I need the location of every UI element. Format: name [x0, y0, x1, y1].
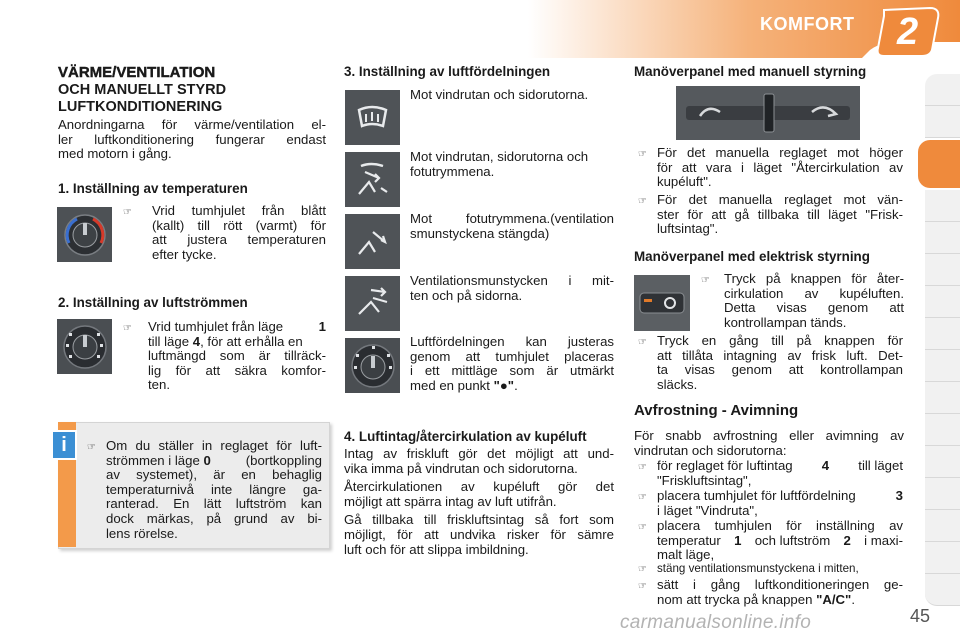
info-icon: i	[51, 430, 77, 460]
page-number: 45	[910, 606, 931, 626]
temperature-text	[152, 204, 326, 262]
text-span: 2	[843, 532, 851, 548]
recirculation-heading: 4. Luftintag/återcirkulation av kupéluft	[344, 429, 587, 444]
temperature-heading: 1. Inställning av temperaturen	[58, 181, 248, 196]
text-span: Vrid tumhjulet från läge	[148, 319, 284, 334]
text-line	[148, 335, 326, 350]
text-line: Tryck en gång till på knappen för	[657, 333, 903, 348]
text-span: 4	[821, 458, 830, 473]
distribution-item-text	[410, 212, 614, 241]
text-line: släcks.	[657, 376, 698, 392]
text-line: Om du ställer in reglaget för luft-	[106, 438, 322, 453]
watermark: carmanualsonline.info	[620, 612, 812, 633]
text-span: "●"	[493, 377, 515, 393]
distribution-item-text	[410, 150, 588, 179]
text-span: strömmen i läge	[106, 452, 200, 468]
text-line: För det manuella reglaget mot höger	[657, 145, 903, 160]
windshield-feet-icon	[345, 152, 400, 207]
text-line	[657, 593, 903, 608]
text-line: temperaturnivå inte längre ga-	[106, 481, 322, 497]
bullet-icon: ☞	[638, 196, 647, 207]
text-line: i ett mittläge som är utmärkt	[410, 363, 614, 379]
text-span: till läget	[858, 458, 903, 473]
feet-icon	[345, 214, 400, 269]
text-span: 0	[203, 452, 211, 468]
chapter-tab[interactable]	[925, 190, 960, 222]
text-span: 1	[318, 319, 326, 334]
text-line: lig för att säkra komfor-	[148, 362, 326, 378]
text-line: Mot vindrutan, sidorutorna och	[410, 149, 589, 164]
text-span: 1	[734, 532, 742, 548]
defrost-heading: Avfrostning - Avimning	[634, 402, 799, 419]
text-line: "Friskluftsintag",	[657, 472, 752, 488]
text-line: att tillåta intagning av frisk luft. Det-	[657, 347, 903, 363]
text-span: 4	[192, 333, 201, 349]
chapter-tab[interactable]	[925, 542, 960, 574]
chapter-tab[interactable]	[925, 254, 960, 286]
text-line: vika imma på vindrutan och sidorutorna.	[344, 460, 578, 476]
defrost-step-1	[657, 459, 903, 488]
chapter-tab[interactable]	[925, 286, 960, 318]
electric-panel-heading: Manöverpanel med elektrisk styrning	[634, 249, 870, 264]
section-title-line3: LUFTKONDITIONERING	[58, 99, 223, 115]
text-line	[657, 534, 903, 549]
text-line	[106, 454, 322, 469]
text-span: och luftström	[754, 532, 831, 548]
text-span: i maxi-	[864, 532, 903, 548]
text-line: placera tumhjulen för inställning av	[657, 518, 903, 533]
text-line: luft och för att slippa imbildning.	[344, 541, 529, 557]
text-line: kupéluft".	[657, 174, 712, 190]
text-span: temperatur	[657, 532, 721, 548]
text-line	[657, 489, 903, 504]
text-line: smunstyckena stängda)	[410, 225, 550, 241]
text-line: För det manuella reglaget mot vän-	[657, 192, 903, 207]
text-span: (bortkoppling	[245, 452, 322, 468]
distribution-knob-text	[410, 335, 614, 393]
chapter-tab[interactable]	[925, 478, 960, 510]
chapter-number: 2	[897, 11, 919, 53]
bullet-icon: ☞	[638, 337, 647, 348]
text-span: .	[514, 377, 518, 393]
distribution-knob-photo	[345, 338, 400, 393]
defrost-step-2	[657, 489, 903, 518]
intro-line: Anordningarna för värme/ventilation el-	[58, 117, 326, 132]
electric-bullet-1	[724, 272, 904, 330]
text-line	[148, 320, 326, 335]
text-line: möjligt att spärra intag av luft utifrån.	[344, 493, 557, 509]
text-line: lens rörelse.	[106, 525, 178, 541]
temperature-knob-photo	[57, 207, 112, 262]
distribution-heading: 3. Inställning av luftfördelningen	[344, 64, 551, 79]
intro-paragraph	[58, 118, 326, 162]
recirculation-button-photo	[634, 275, 690, 331]
text-span: placera tumhjulet för luftfördelning	[657, 488, 856, 503]
text-line: Ventilationsmunstycken i mit-	[410, 273, 614, 288]
distribution-item-text: Mot vindrutan och sidorutorna.	[410, 87, 589, 102]
defrost-step-4: stäng ventilationsmunstyckena i mitten,	[657, 562, 859, 575]
text-line: ta visas genom att kontrollampan	[657, 362, 903, 378]
text-line: vindrutan och sidorutorna:	[634, 442, 787, 458]
text-line: malt läge,	[657, 547, 715, 563]
chapter-tab[interactable]	[925, 510, 960, 542]
chapter-tab[interactable]	[925, 414, 960, 446]
bullet-icon: ☞	[123, 207, 132, 218]
face-vents-icon	[345, 276, 400, 331]
defrost-step-3	[657, 519, 903, 563]
windshield-defrost-icon	[345, 90, 400, 145]
defrost-step-5	[657, 578, 903, 607]
chapter-tab[interactable]	[925, 446, 960, 478]
text-line: Gå tillbaka till friskluftsintag så fort som	[344, 512, 614, 528]
text-line: av systemet), är en behaglig	[106, 467, 322, 483]
text-line	[410, 379, 614, 394]
text-span: "A/C"	[816, 591, 852, 607]
manual-bullet-2	[657, 193, 903, 237]
text-line: Vrid tumhjulet från blått	[152, 203, 326, 218]
text-line: Detta visas genom att	[724, 300, 904, 316]
text-line: luftmängd som är tillräck-	[148, 348, 326, 364]
manual-bullet-1	[657, 146, 903, 190]
text-line: För snabb avfrostning eller avimning av	[634, 428, 904, 443]
text-span: , för att erhålla en	[200, 333, 303, 349]
text-line: kontrollampan tänds.	[724, 314, 847, 330]
text-line: Intag av friskluft gör det möjligt att und-	[344, 446, 614, 461]
bullet-icon: ☞	[638, 492, 647, 503]
text-line: i läget "Vindruta",	[657, 502, 758, 518]
bullet-icon: ☞	[638, 462, 647, 473]
text-span: nom att trycka på knappen	[657, 591, 813, 607]
chapter-tab[interactable]	[925, 350, 960, 382]
electric-bullet-2	[657, 334, 903, 392]
bullet-icon: ☞	[87, 442, 96, 453]
text-line: Mot fotutrymmena.(ventilation	[410, 211, 614, 226]
section-title	[58, 64, 328, 115]
text-line: (kallt) till rött (varmt) för	[152, 217, 326, 233]
text-span: 3	[895, 488, 903, 503]
chapter-tab[interactable]	[925, 318, 960, 350]
intro-line: med motorn i gång.	[58, 146, 172, 162]
text-span: till läge	[148, 333, 190, 349]
text-line: ten.	[148, 377, 170, 393]
text-line: fotutrymmena.	[410, 163, 495, 179]
text-line	[657, 459, 903, 474]
airflow-knob-photo	[57, 319, 112, 374]
airflow-heading: 2. Inställning av luftströmmen	[58, 295, 248, 310]
text-line: att justera temperaturen	[152, 232, 326, 248]
chapter-tab-active[interactable]	[918, 140, 960, 188]
text-line: cirkulation av kupéluften.	[724, 285, 904, 301]
text-line: för att vara i läget "Återcirkulation av	[657, 159, 903, 175]
text-line: efter tycke.	[152, 246, 217, 262]
chapter-tab[interactable]	[925, 382, 960, 414]
text-line: möjligt, för att undvika risker för sämre	[344, 526, 614, 542]
intro-line: ler luftkonditionering fungerar endast	[58, 131, 326, 147]
bullet-icon: ☞	[638, 564, 647, 575]
recirculation-text	[344, 447, 614, 557]
section-title-line2: OCH MANUELLT STYRD	[58, 82, 227, 98]
section-title-line1: VÄRME/VENTILATION	[58, 64, 216, 81]
text-line: luftsintag".	[657, 221, 719, 237]
text-line: Tryck på knappen för åter-	[724, 271, 904, 286]
chapter-tab[interactable]	[925, 574, 960, 606]
defrost-intro	[634, 429, 904, 458]
text-line: genom att tumhjulet placeras	[410, 348, 614, 364]
bullet-icon: ☞	[123, 323, 132, 334]
text-span: för reglaget för luftintag	[657, 458, 793, 473]
text-line: Återcirkulationen av kupéluft gör det	[344, 479, 614, 495]
text-line: ranterad. En lätt luftström kan	[106, 496, 322, 512]
chapter-tab[interactable]	[925, 74, 960, 106]
info-text	[106, 439, 322, 541]
chapter-tab[interactable]	[925, 106, 960, 138]
bullet-icon: ☞	[638, 149, 647, 160]
text-span: med en punkt	[410, 377, 490, 393]
text-span: .	[851, 591, 855, 607]
text-line: ten och på sidorna.	[410, 287, 523, 303]
bullet-icon: ☞	[638, 581, 647, 592]
airflow-text	[148, 320, 326, 393]
bullet-icon: ☞	[638, 522, 647, 533]
text-line: ster för att gå tillbaka till läget "Frisk-	[657, 206, 903, 222]
text-line: dock märkas, på grund av bi-	[106, 510, 322, 526]
text-line: Luftfördelningen kan justeras	[410, 334, 614, 349]
header-title: KOMFORT	[760, 14, 855, 34]
manual-slider-photo	[676, 86, 860, 140]
chapter-tab[interactable]	[925, 222, 960, 254]
distribution-item-text	[410, 274, 614, 303]
text-line: sätt i gång luftkonditioneringen ge-	[657, 577, 903, 592]
bullet-icon: ☞	[701, 275, 710, 286]
manual-panel-heading: Manöverpanel med manuell styrning	[634, 64, 867, 79]
